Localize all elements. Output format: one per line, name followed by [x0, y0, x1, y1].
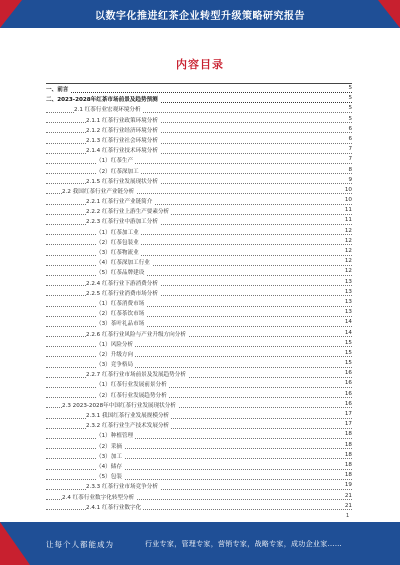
toc-entry[interactable] — [46, 257, 352, 267]
toc-entry-page: 5 — [348, 105, 352, 112]
toc-entry[interactable] — [46, 430, 352, 440]
toc-entry-page: 18 — [344, 461, 352, 468]
toc-entry[interactable] — [46, 481, 352, 491]
page-number: 1 — [346, 513, 350, 519]
footer-banner — [0, 522, 400, 565]
toc-entry[interactable] — [46, 420, 352, 430]
toc-leader-dots — [46, 397, 352, 398]
toc-entry-label: 一、前言 — [46, 87, 69, 93]
toc-entry[interactable] — [46, 390, 352, 400]
toc-entry-label: 2.3.1 我国红茶行业发展规模分析 — [86, 413, 170, 419]
toc-entry-page: 15 — [344, 349, 352, 356]
toc-entry-page: 21 — [344, 502, 352, 509]
toc-entry[interactable] — [46, 237, 352, 247]
toc-entry[interactable] — [46, 400, 352, 410]
toc-leader-dots — [46, 316, 352, 317]
toc-entry-page: 12 — [344, 237, 352, 244]
toc-entry-page: 18 — [344, 472, 352, 479]
toc-entry-label: 2.3 2023-2028年中国红茶行业发展现状分析 — [62, 402, 176, 409]
toc-leader-dots — [46, 163, 352, 164]
toc-entry-label: （1）种植管理 — [96, 433, 134, 440]
toc-entry-page: 10 — [344, 186, 352, 193]
toc-entry[interactable] — [46, 349, 352, 359]
toc-entry[interactable] — [46, 83, 352, 94]
toc-entry-page: 14 — [344, 329, 352, 336]
toc-entry[interactable] — [46, 308, 352, 318]
toc-entry[interactable] — [46, 461, 352, 471]
toc-entry-label: 2.1.2 红茶行业经济环境分析 — [86, 127, 158, 134]
toc-entry-label: （1）风险分析 — [96, 341, 134, 348]
toc-entry-page: 12 — [344, 268, 352, 275]
toc-entry-page: 7 — [348, 146, 352, 153]
toc-entry-page: 8 — [348, 166, 352, 173]
toc-entry[interactable] — [46, 196, 352, 206]
toc-entry-label: 2.2.6 红茶行业风险与产业升级方向分析 — [86, 331, 186, 338]
toc-entry[interactable] — [46, 247, 352, 257]
toc-entry-label: （2）红茶深加工 — [96, 168, 139, 175]
toc-entry-page: 13 — [344, 298, 352, 305]
toc-entry[interactable] — [46, 94, 352, 104]
toc-entry[interactable] — [46, 441, 352, 451]
toc-entry-page: 12 — [344, 227, 352, 234]
toc-entry-page: 11 — [344, 207, 352, 214]
toc-entry-page: 21 — [344, 492, 352, 499]
toc-entry[interactable] — [46, 298, 352, 308]
toc-entry[interactable] — [46, 318, 352, 328]
footer-tagline: 行业专家，管理专家，营销专家，战略专家，成功企业家…… — [145, 540, 343, 548]
toc-entry[interactable] — [46, 206, 352, 216]
toc-entry-label: 2.3.3 红茶行业市场竞争分析 — [86, 484, 158, 491]
toc-leader-dots — [46, 244, 352, 245]
toc-entry-label: 2.2.1 红茶行业产业链简介 — [86, 199, 153, 206]
toc-entry-label: 2.2.7 红茶行业市场前景及发展趋势分析 — [86, 372, 186, 379]
toc-entry[interactable] — [46, 379, 352, 389]
toc-entry-label: （1）红茶消费市场 — [96, 300, 145, 307]
toc-leader-dots — [46, 387, 352, 388]
toc-entry-label: 2.4 红茶行业数字化转型分析 — [62, 494, 135, 501]
toc-entry-page: 11 — [344, 217, 352, 224]
footer-accent — [0, 522, 30, 565]
toc-entry-label: 2.1.3 红茶行业社会环境分析 — [86, 137, 158, 144]
toc-leader-dots — [46, 448, 352, 449]
toc-entry-label: （4）储存 — [96, 463, 122, 470]
toc-leader-dots — [46, 234, 352, 235]
toc-entry-page: 19 — [344, 482, 352, 489]
toc-leader-dots — [46, 306, 352, 307]
toc-entry[interactable] — [46, 125, 352, 135]
toc-leader-dots — [46, 173, 352, 174]
toc-entry-page: 5 — [348, 95, 352, 102]
toc-leader-dots — [46, 367, 352, 368]
toc-entry-label: 2.2.3 红茶行业中游加工分析 — [86, 219, 158, 226]
toc-entry-label: （1）红茶生产 — [96, 158, 134, 165]
toc-entry-page: 17 — [344, 411, 352, 417]
toc-entry[interactable] — [46, 329, 352, 339]
toc-entry-label: （3）加工 — [96, 453, 122, 460]
toc-leader-dots — [46, 265, 352, 266]
toc-entry-page: 13 — [344, 278, 352, 285]
toc-leader-dots — [46, 346, 352, 347]
toc-entry[interactable] — [46, 216, 352, 226]
toc-leader-dots — [46, 356, 352, 357]
toc-entry-page: 12 — [344, 248, 352, 254]
toc-entry-page: 16 — [344, 400, 352, 407]
toc-leader-dots — [46, 326, 352, 327]
toc-entry-label: 2.4.1 红茶行业数字化 — [86, 504, 142, 511]
toc-entry-page: 5 — [348, 115, 352, 122]
toc-leader-dots — [46, 469, 352, 470]
toc-entry-label: 2.2.4 红茶行业下游消费分析 — [86, 280, 158, 287]
toc-entry-label: 2.1 红茶行业宏观环境分析 — [74, 107, 141, 114]
header-banner — [0, 0, 400, 28]
toc-entry[interactable] — [46, 186, 352, 196]
toc-entry[interactable] — [46, 145, 352, 155]
toc-entry-label: 2.1.5 红茶行业发展现状分析 — [86, 178, 158, 185]
toc-entry[interactable] — [46, 227, 352, 237]
toc-heading: 内容目录 — [176, 58, 224, 71]
toc-entry[interactable] — [46, 369, 352, 379]
toc-entry-page: 5 — [348, 85, 352, 91]
toc-entry[interactable] — [46, 410, 352, 420]
toc-entry-label: （2）红茶行业发展趋势分析 — [96, 392, 167, 399]
toc-entry-label: （4）红茶深加工行业 — [96, 260, 150, 267]
toc-entry-label: 2.2.5 红茶行业消费市场分析 — [86, 290, 158, 297]
toc-entry-label: 2.1.1 红茶行业政策环境分析 — [86, 117, 158, 124]
toc-entry[interactable] — [46, 176, 352, 186]
toc-entry-page: 14 — [344, 319, 352, 326]
toc-entry-page: 16 — [344, 370, 352, 377]
toc-entry-label: 2.2.2 红茶行业上游生产要素分析 — [86, 209, 170, 216]
toc-entry-page: 15 — [344, 360, 352, 367]
toc-entry[interactable] — [46, 115, 352, 125]
toc-entry-label: 2.3.2 红茶行业生产技术发展分析 — [86, 423, 170, 430]
toc-entry-page: 18 — [344, 431, 352, 438]
toc-entry-label: （3）竞争格局 — [96, 362, 134, 369]
toc-entry-page: 18 — [344, 441, 352, 448]
toc-entry-label: （2）红茶包装业 — [96, 239, 139, 246]
toc-entry-page: 6 — [348, 125, 352, 132]
table-of-contents — [46, 83, 352, 512]
toc-entry-page: 9 — [348, 176, 352, 183]
toc-entry-page: 16 — [344, 390, 352, 397]
toc-entry[interactable] — [46, 104, 352, 114]
toc-entry-label: （5）包装 — [96, 474, 122, 481]
toc-entry[interactable] — [46, 471, 352, 481]
toc-entry[interactable] — [46, 451, 352, 461]
toc-entry-page: 13 — [344, 309, 352, 316]
toc-entry[interactable] — [46, 339, 352, 349]
toc-leader-dots — [46, 479, 352, 480]
toc-entry[interactable] — [46, 267, 352, 277]
toc-leader-dots — [46, 255, 352, 256]
toc-entry[interactable] — [46, 502, 352, 512]
footer-slogan: 让每个人都能成为 — [46, 540, 114, 549]
toc-leader-dots — [46, 458, 352, 459]
toc-entry-page: 18 — [344, 451, 352, 458]
toc-entry-label: （1）红茶行业发展前景分析 — [96, 382, 167, 389]
toc-entry[interactable] — [46, 166, 352, 176]
toc-entry-page: 12 — [344, 258, 352, 265]
toc-entry[interactable] — [46, 135, 352, 145]
toc-entry-label: （2）红茶茶饮市场 — [96, 311, 145, 318]
toc-entry-label: 二、2023-2028年红茶市场前景及趋势预测 — [46, 97, 158, 104]
toc-entry-page: 16 — [344, 380, 352, 387]
toc-entry-page: 15 — [344, 339, 352, 346]
toc-entry-label: （3）茶叶礼品市场 — [96, 321, 145, 328]
toc-entry[interactable] — [46, 359, 352, 369]
toc-entry-label: （3）红茶物流业 — [96, 250, 139, 256]
toc-entry[interactable] — [46, 288, 352, 298]
toc-entry-label: 2.2 我国红茶行业产业链分析 — [62, 188, 135, 195]
toc-entry-page: 10 — [344, 197, 352, 204]
report-title: 以数字化推进红茶企业转型升级策略研究报告 — [95, 11, 305, 22]
toc-entry-page: 7 — [348, 156, 352, 163]
toc-entry-label: （2）采摘 — [96, 443, 122, 450]
toc-entry[interactable] — [46, 155, 352, 165]
toc-leader-dots — [46, 438, 352, 439]
toc-leader-dots — [46, 275, 352, 276]
toc-entry-page: 13 — [344, 288, 352, 295]
toc-entry-label: （1）红茶加工业 — [96, 229, 139, 236]
toc-leader-dots — [46, 92, 352, 93]
toc-entry-label: （5）红茶品牌建设 — [96, 270, 145, 277]
toc-entry-label: （2）升级方向 — [96, 351, 134, 358]
toc-entry-page: 17 — [344, 421, 352, 428]
toc-entry[interactable] — [46, 278, 352, 288]
toc-entry-label: 2.1.4 红茶行业技术环境分析 — [86, 148, 158, 155]
toc-entry-page: 6 — [348, 135, 352, 142]
toc-entry[interactable] — [46, 492, 352, 502]
